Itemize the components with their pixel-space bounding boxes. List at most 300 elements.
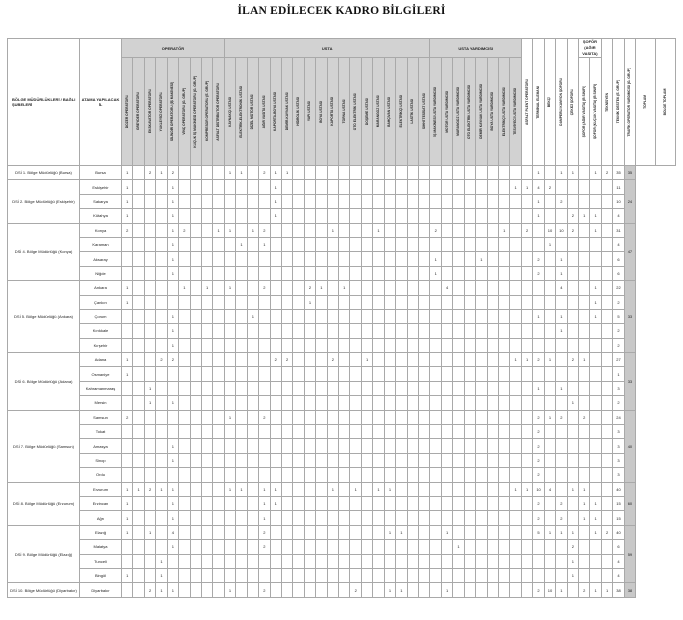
data-cell [270, 338, 281, 352]
data-cell [201, 194, 212, 208]
data-cell [213, 583, 224, 597]
data-cell [144, 511, 155, 525]
data-cell [601, 511, 612, 525]
data-cell [350, 439, 361, 453]
data-cell [361, 223, 372, 237]
data-cell [453, 482, 464, 496]
column-label: TESVİYECİ USTA YARDIMCISI [513, 88, 518, 135]
data-cell [156, 237, 167, 251]
data-cell [361, 381, 372, 395]
data-cell [533, 367, 544, 381]
data-cell [144, 554, 155, 568]
data-cell [396, 439, 407, 453]
data-cell [213, 468, 224, 482]
data-cell [201, 367, 212, 381]
data-cell [499, 540, 510, 554]
data-cell [567, 410, 578, 424]
data-cell [384, 194, 395, 208]
data-cell [259, 338, 270, 352]
data-cell [441, 482, 452, 496]
data-cell [361, 266, 372, 280]
data-cell [247, 439, 258, 453]
data-cell [510, 583, 521, 597]
region-cell: DSİ 7. Bölge Müdürlüğü (Samsun) [8, 410, 80, 482]
data-cell [327, 525, 338, 539]
data-cell [133, 237, 144, 251]
data-cell [281, 396, 292, 410]
data-cell [556, 540, 567, 554]
data-cell [499, 439, 510, 453]
data-cell [179, 482, 190, 496]
data-cell [384, 309, 395, 323]
data-cell [190, 439, 201, 453]
data-cell [213, 496, 224, 510]
data-cell [487, 223, 498, 237]
data-cell [453, 338, 464, 352]
region-total: 33 [624, 281, 635, 353]
data-cell [224, 425, 235, 439]
data-cell [419, 324, 430, 338]
row-total: 24 [613, 410, 624, 424]
data-cell [259, 295, 270, 309]
data-cell: 1 [521, 353, 532, 367]
data-cell [281, 540, 292, 554]
data-cell [316, 309, 327, 323]
data-cell [476, 281, 487, 295]
data-cell: 2 [259, 166, 270, 180]
data-cell [510, 367, 521, 381]
data-cell [384, 281, 395, 295]
data-cell [567, 496, 578, 510]
data-cell: 1 [270, 180, 281, 194]
data-cell [419, 381, 430, 395]
data-cell [579, 554, 590, 568]
group-sofor: ŞOFÖR (AĞIR VASITA) [579, 39, 602, 58]
data-cell [190, 583, 201, 597]
data-cell [533, 281, 544, 295]
data-cell [247, 453, 258, 467]
data-cell [304, 511, 315, 525]
province-cell: Ağrı [80, 511, 122, 525]
data-cell: 1 [339, 281, 350, 295]
data-cell [350, 180, 361, 194]
data-cell [407, 568, 418, 582]
data-cell [156, 295, 167, 309]
data-cell [361, 583, 372, 597]
data-cell [601, 496, 612, 510]
row-total: 3 [613, 425, 624, 439]
group-usta-yardimcisi: USTA YARDIMCISI [430, 39, 521, 58]
data-cell [259, 367, 270, 381]
data-cell [190, 540, 201, 554]
data-cell [259, 396, 270, 410]
data-cell [499, 281, 510, 295]
data-cell [224, 353, 235, 367]
data-cell [270, 237, 281, 251]
yardimci-cols-header [487, 58, 498, 166]
data-cell [201, 525, 212, 539]
data-cell [499, 525, 510, 539]
usta-cols-header [247, 58, 258, 166]
data-cell [510, 568, 521, 582]
data-cell [133, 410, 144, 424]
data-cell [476, 482, 487, 496]
data-cell [350, 295, 361, 309]
data-cell: 1 [122, 353, 133, 367]
row-total: 2 [613, 324, 624, 338]
data-cell [487, 237, 498, 251]
data-cell [521, 439, 532, 453]
data-cell [316, 194, 327, 208]
data-cell [316, 209, 327, 223]
data-cell [167, 425, 178, 439]
data-cell [361, 453, 372, 467]
data-cell [384, 468, 395, 482]
data-cell [464, 525, 475, 539]
data-cell [521, 266, 532, 280]
data-cell: 1 [167, 194, 178, 208]
data-cell [247, 324, 258, 338]
data-cell [224, 309, 235, 323]
data-cell [350, 410, 361, 424]
data-cell [201, 410, 212, 424]
data-cell [430, 439, 441, 453]
table-row [8, 324, 676, 338]
data-cell [590, 410, 601, 424]
data-cell [156, 252, 167, 266]
data-cell [339, 425, 350, 439]
data-cell: 1 [122, 209, 133, 223]
data-cell: 2 [533, 439, 544, 453]
data-cell [579, 425, 590, 439]
data-cell [419, 353, 430, 367]
data-cell: 1 [122, 295, 133, 309]
data-cell [579, 237, 590, 251]
data-cell [487, 180, 498, 194]
data-cell [133, 425, 144, 439]
data-cell [236, 367, 247, 381]
data-cell: 1 [384, 525, 395, 539]
data-cell [156, 266, 167, 280]
data-cell [544, 324, 555, 338]
table-row [8, 468, 676, 482]
data-cell [247, 540, 258, 554]
data-cell [156, 180, 167, 194]
data-cell [327, 252, 338, 266]
data-cell [499, 180, 510, 194]
data-cell [270, 468, 281, 482]
column-label: MARANGOZ USTA YARDIMCISI [456, 87, 461, 136]
data-cell [361, 295, 372, 309]
yardimci-cols-header [441, 58, 452, 166]
data-cell [293, 252, 304, 266]
data-cell [601, 367, 612, 381]
data-cell [213, 309, 224, 323]
data-cell [361, 568, 372, 582]
data-cell [133, 583, 144, 597]
province-cell: Çorum [80, 309, 122, 323]
data-cell [441, 353, 452, 367]
data-cell [579, 295, 590, 309]
data-cell [259, 309, 270, 323]
data-cell [144, 367, 155, 381]
data-cell [190, 568, 201, 582]
data-cell [441, 166, 452, 180]
data-cell [236, 425, 247, 439]
usta-cols-header [361, 58, 372, 166]
column-label: ŞOFÖR (KÜÇÜK VASITA) (B SINIFI) [593, 83, 598, 139]
data-cell [133, 396, 144, 410]
data-cell [179, 511, 190, 525]
data-cell [373, 396, 384, 410]
data-cell: 1 [259, 511, 270, 525]
data-cell: 1 [601, 583, 612, 597]
data-cell [133, 309, 144, 323]
data-cell [339, 295, 350, 309]
data-cell [339, 496, 350, 510]
data-cell [270, 223, 281, 237]
data-cell [601, 209, 612, 223]
data-cell [327, 237, 338, 251]
data-cell [510, 324, 521, 338]
data-cell [396, 353, 407, 367]
data-cell [316, 223, 327, 237]
data-cell [190, 223, 201, 237]
data-cell: 1 [167, 338, 178, 352]
data-cell [464, 482, 475, 496]
data-cell: 1 [122, 568, 133, 582]
data-cell [601, 223, 612, 237]
data-cell [544, 309, 555, 323]
data-cell [201, 482, 212, 496]
data-cell [567, 295, 578, 309]
data-cell [430, 353, 441, 367]
data-cell: 2 [304, 281, 315, 295]
data-cell [281, 482, 292, 496]
data-cell [487, 194, 498, 208]
data-cell [556, 209, 567, 223]
data-cell [419, 425, 430, 439]
data-cell [133, 511, 144, 525]
data-cell [590, 180, 601, 194]
data-cell [521, 295, 532, 309]
data-cell [453, 496, 464, 510]
data-cell [419, 568, 430, 582]
data-cell: 1 [247, 309, 258, 323]
data-cell [281, 338, 292, 352]
data-cell [407, 396, 418, 410]
data-cell: 1 [441, 583, 452, 597]
data-cell [521, 309, 532, 323]
data-cell [419, 266, 430, 280]
data-cell [419, 252, 430, 266]
data-cell [167, 367, 178, 381]
region-total: 59 [624, 525, 635, 583]
operator-cols-header [167, 58, 178, 166]
data-cell [487, 281, 498, 295]
data-cell [510, 194, 521, 208]
row-total: 3 [613, 439, 624, 453]
data-cell [464, 266, 475, 280]
data-cell [464, 468, 475, 482]
usta-cols-header [373, 58, 384, 166]
data-cell [270, 295, 281, 309]
data-cell [407, 367, 418, 381]
data-cell [361, 237, 372, 251]
data-cell: 2 [533, 425, 544, 439]
data-cell: 1 [167, 453, 178, 467]
data-cell: 2 [281, 353, 292, 367]
data-cell [179, 295, 190, 309]
data-cell: 2 [579, 410, 590, 424]
extra-col-label: BÖLGE TOPLAMI [663, 88, 668, 116]
data-cell [373, 324, 384, 338]
yardimci-cols-header [453, 58, 464, 166]
data-cell [304, 482, 315, 496]
row-total: 6 [613, 252, 624, 266]
data-cell [224, 439, 235, 453]
data-cell: 1 [122, 180, 133, 194]
data-cell [521, 511, 532, 525]
data-cell [293, 223, 304, 237]
data-cell [361, 396, 372, 410]
region-cell: DSİ 10. Bölge Müdürlüğü (Diyarbakır) [8, 583, 80, 597]
data-cell [350, 266, 361, 280]
row-total: 3 [613, 381, 624, 395]
data-cell [419, 410, 430, 424]
data-cell [476, 367, 487, 381]
data-cell [281, 568, 292, 582]
data-cell [396, 223, 407, 237]
data-cell [201, 209, 212, 223]
data-cell [441, 295, 452, 309]
data-cell [281, 266, 292, 280]
data-cell: 1 [579, 482, 590, 496]
data-cell [373, 568, 384, 582]
data-cell: 1 [350, 482, 361, 496]
data-cell [247, 367, 258, 381]
data-cell: 1 [567, 568, 578, 582]
data-cell [476, 166, 487, 180]
data-cell: 1 [327, 223, 338, 237]
data-cell [327, 568, 338, 582]
data-cell [464, 252, 475, 266]
data-cell [476, 468, 487, 482]
row-total: 2 [613, 295, 624, 309]
data-cell [122, 439, 133, 453]
table-row [8, 496, 676, 510]
table-row [8, 425, 676, 439]
data-cell [293, 353, 304, 367]
data-cell: 1 [556, 525, 567, 539]
data-cell [556, 338, 567, 352]
data-cell: 1 [224, 166, 235, 180]
data-cell [247, 482, 258, 496]
data-cell [361, 540, 372, 554]
data-cell [259, 554, 270, 568]
data-cell [487, 338, 498, 352]
extra-col-label: ÇEKİCİ ŞOFÖRÜ [570, 88, 575, 116]
extra-col-header [636, 39, 656, 166]
data-cell [601, 338, 612, 352]
province-cell: Çankırı [80, 295, 122, 309]
data-cell [590, 381, 601, 395]
data-cell [179, 453, 190, 467]
data-cell: 1 [590, 583, 601, 597]
data-cell [476, 194, 487, 208]
data-cell [201, 396, 212, 410]
data-cell [236, 353, 247, 367]
data-cell [373, 511, 384, 525]
data-cell [350, 396, 361, 410]
data-cell [579, 324, 590, 338]
data-cell: 1 [122, 496, 133, 510]
data-cell [213, 511, 224, 525]
data-cell [544, 468, 555, 482]
data-cell [407, 209, 418, 223]
data-cell [201, 252, 212, 266]
province-cell: Erzincan [80, 496, 122, 510]
data-cell [521, 468, 532, 482]
region-total: 40 [624, 410, 635, 482]
data-cell: 4 [441, 281, 452, 295]
data-cell: 2 [270, 353, 281, 367]
data-cell [579, 568, 590, 582]
sofor-col-header [579, 58, 590, 166]
table-row [8, 180, 676, 194]
data-cell: 1 [213, 223, 224, 237]
data-cell [327, 309, 338, 323]
data-cell [430, 237, 441, 251]
data-cell [144, 410, 155, 424]
data-cell [201, 353, 212, 367]
data-cell [304, 367, 315, 381]
data-cell [281, 295, 292, 309]
data-cell [476, 410, 487, 424]
row-total: 31 [613, 223, 624, 237]
data-cell [499, 338, 510, 352]
data-cell [327, 194, 338, 208]
data-cell [464, 453, 475, 467]
column-label: DEMİR-KAYNAK USTASI [284, 92, 289, 131]
table-row [8, 295, 676, 309]
data-cell [533, 223, 544, 237]
table-row [8, 353, 676, 367]
data-cell: 1 [156, 583, 167, 597]
data-cell [453, 209, 464, 223]
data-cell: 1 [567, 166, 578, 180]
data-cell [350, 425, 361, 439]
data-cell: 1 [167, 266, 178, 280]
data-cell [407, 468, 418, 482]
data-cell [304, 237, 315, 251]
table-row [8, 194, 676, 208]
data-cell [407, 324, 418, 338]
data-cell [190, 209, 201, 223]
data-cell [567, 425, 578, 439]
data-cell [464, 425, 475, 439]
data-cell [144, 496, 155, 510]
data-cell [133, 525, 144, 539]
data-cell [601, 381, 612, 395]
data-cell: 2 [567, 209, 578, 223]
data-cell [190, 180, 201, 194]
data-cell [339, 453, 350, 467]
data-cell [499, 468, 510, 482]
data-cell [281, 410, 292, 424]
data-cell [396, 496, 407, 510]
data-cell [133, 295, 144, 309]
